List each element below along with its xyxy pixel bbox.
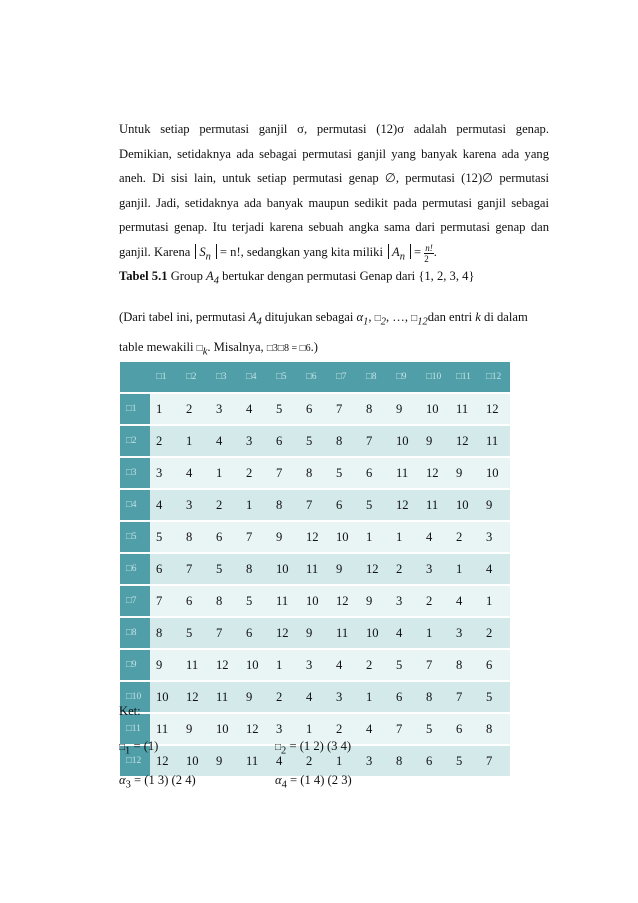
table-header-row [120, 362, 510, 393]
caption-group-sub: 4 [213, 275, 219, 287]
paragraph-line-2: Demikian, setidaknya ada sebagai permutasi ganjil yang banyak karena ada yang [119, 146, 549, 161]
table-cell: 6 [240, 617, 270, 649]
note-comma: , [368, 310, 375, 324]
table-cell: 3 [270, 713, 300, 745]
table-cell: 1 [360, 681, 390, 713]
table-cell: 6 [390, 681, 420, 713]
ket-def-3-symbol: α [119, 773, 126, 787]
table-cell: 5 [360, 489, 390, 521]
table-cell: 12 [300, 521, 330, 553]
ket-def-2-sub: 2 [281, 745, 287, 757]
table-cell: 12 [270, 617, 300, 649]
table-cell: 6 [300, 393, 330, 425]
caption-label: Tabel 5.1 [119, 269, 168, 283]
table-cell: 5 [300, 425, 330, 457]
ket-def-2-value: = (1 2) (3 4) [286, 739, 352, 753]
table-cell: 2 [210, 489, 240, 521]
table-cell: 4 [180, 457, 210, 489]
table-cell: 11 [300, 553, 330, 585]
table-cell: 2 [420, 585, 450, 617]
table-cell: 7 [270, 457, 300, 489]
note-end: .) [310, 339, 318, 354]
table-cell: 11 [420, 489, 450, 521]
row-header: □4 [120, 489, 150, 521]
abs-bar-right-2 [410, 244, 411, 259]
table-cell: 8 [150, 617, 180, 649]
table-cell: 5 [240, 585, 270, 617]
alternating-group-symbol: A [391, 244, 400, 259]
table-cell: 9 [480, 489, 510, 521]
row-header: □10 [120, 681, 150, 713]
table-cell: 12 [420, 457, 450, 489]
ket-def-2 [275, 739, 351, 757]
table-cell: 5 [210, 553, 240, 585]
note-box-k: □ [196, 342, 203, 354]
caption-group: A [206, 269, 214, 283]
note-example: □3□8 = □6 [266, 342, 311, 354]
table-cell: 11 [450, 393, 480, 425]
table-cell: 3 [300, 649, 330, 681]
table-cell: 9 [240, 681, 270, 713]
ket-def-1-value: = (1) [130, 739, 159, 753]
abs-bar-right [216, 244, 217, 259]
table-caption [119, 269, 474, 287]
table-cell: 8 [420, 681, 450, 713]
table-cell: 9 [180, 713, 210, 745]
table-cell: 1 [270, 649, 300, 681]
table-cell: 9 [150, 649, 180, 681]
table-cell: 10 [180, 745, 210, 777]
table-cell: 5 [390, 649, 420, 681]
table-cell: 8 [480, 713, 510, 745]
table-cell: 1 [480, 585, 510, 617]
paragraph-line-3: aneh. Di sisi lain, untuk setiap permutasi genap ∅, permutasi (12)∅ permutasi [119, 171, 549, 186]
table-cell: 8 [270, 489, 300, 521]
table-cell: 1 [240, 489, 270, 521]
column-header: □3 [210, 362, 240, 393]
table-cell: 12 [180, 681, 210, 713]
table-cell: 11 [480, 425, 510, 457]
table-cell: 11 [330, 617, 360, 649]
table-cell: 10 [150, 681, 180, 713]
table-cell: 9 [270, 521, 300, 553]
row-header: □5 [120, 521, 150, 553]
table-cell: 9 [390, 393, 420, 425]
row-header: □12 [120, 745, 150, 777]
line6-end: . [433, 244, 437, 259]
table-cell: 7 [330, 393, 360, 425]
note-box-12: □ [411, 313, 418, 324]
table-cell: 10 [240, 649, 270, 681]
table-cell: 12 [360, 553, 390, 585]
ket-def-1-sub: 1 [125, 745, 131, 757]
table-row [120, 585, 510, 617]
line6-equals: = [413, 244, 422, 259]
symmetric-group-symbol: S [199, 244, 206, 259]
table-cell: 2 [450, 521, 480, 553]
table-cell: 1 [300, 713, 330, 745]
table-row [120, 457, 510, 489]
table-cell: 2 [480, 617, 510, 649]
note-text-f: di dalam [484, 310, 528, 324]
table-cell: 12 [240, 713, 270, 745]
table-cell: 1 [150, 393, 180, 425]
table-cell: 3 [360, 745, 390, 777]
table-cell: 11 [150, 713, 180, 745]
table-cell: 4 [270, 745, 300, 777]
table-cell: 8 [330, 425, 360, 457]
table-cell: 7 [360, 425, 390, 457]
table-cell: 2 [180, 393, 210, 425]
table-cell: 7 [180, 553, 210, 585]
note-k: k [475, 310, 481, 324]
group-table [120, 362, 510, 778]
table-cell: 5 [270, 393, 300, 425]
abs-bar-left [195, 244, 196, 259]
paragraph-line-1: Untuk setiap permutasi ganjil σ, permutasi (12)σ adalah permutasi genap. [119, 122, 549, 136]
table-cell: 6 [150, 553, 180, 585]
table-cell: 11 [270, 585, 300, 617]
paragraph-line-5: permutasi genap. Itu terjadi karena sebuah angka sama dari permutasi genap dan [119, 220, 549, 235]
table-cell: 5 [330, 457, 360, 489]
table-note [119, 305, 549, 364]
table-cell: 3 [480, 521, 510, 553]
table-cell: 6 [180, 585, 210, 617]
table-row [120, 425, 510, 457]
note-text-b: ditujukan sebagai [264, 310, 354, 324]
table-cell: 1 [360, 521, 390, 553]
table-cell: 6 [270, 425, 300, 457]
table-cell: 12 [450, 425, 480, 457]
table-cell: 8 [450, 649, 480, 681]
column-header: □10 [420, 362, 450, 393]
table-cell: 3 [210, 393, 240, 425]
column-header: □11 [450, 362, 480, 393]
table-cell: 5 [420, 713, 450, 745]
table-cell: 9 [420, 425, 450, 457]
note-box-12-sub: 12 [417, 316, 428, 328]
note-alpha-sub: 1 [363, 316, 369, 328]
table-cell: 1 [450, 553, 480, 585]
table-cell: 4 [330, 649, 360, 681]
table-cell: 4 [300, 681, 330, 713]
ket-def-3 [119, 773, 196, 791]
table-cell: 2 [270, 681, 300, 713]
table-cell: 3 [240, 425, 270, 457]
caption-text-b: bertukar dengan permutasi Genap dari {1, 2, 3, 4} [222, 269, 475, 283]
row-header: □8 [120, 617, 150, 649]
table-cell: 7 [300, 489, 330, 521]
table-cell: 2 [240, 457, 270, 489]
fraction-numerator: n! [425, 242, 433, 253]
table-cell: 12 [150, 745, 180, 777]
alternating-group-sub: n [399, 251, 405, 263]
table-cell: 10 [330, 521, 360, 553]
table-cell: 8 [390, 745, 420, 777]
ket-def-1-symbol: □ [119, 742, 126, 753]
table-cell: 12 [480, 393, 510, 425]
table-cell: 10 [360, 617, 390, 649]
table-cell: 9 [360, 585, 390, 617]
abs-bar-left-2 [388, 244, 389, 259]
table-cell: 4 [210, 425, 240, 457]
table-cell: 2 [300, 745, 330, 777]
table-cell: 7 [150, 585, 180, 617]
table-cell: 3 [390, 585, 420, 617]
note-ellipsis: , …, [385, 310, 412, 324]
note-line-1 [119, 305, 549, 335]
table-cell: 12 [390, 489, 420, 521]
table-cell: 7 [480, 745, 510, 777]
column-header: □6 [300, 362, 330, 393]
ket-def-3-value: = (1 3) (2 4) [130, 773, 196, 787]
table-cell: 5 [180, 617, 210, 649]
table-cell: 6 [420, 745, 450, 777]
table-cell: 3 [420, 553, 450, 585]
column-header: □4 [240, 362, 270, 393]
table-cell: 12 [330, 585, 360, 617]
table-cell: 10 [300, 585, 330, 617]
table-cell: 9 [330, 553, 360, 585]
table-cell: 4 [150, 489, 180, 521]
ket-def-4 [275, 773, 352, 791]
ket-def-4-value: = (1 4) (2 3) [286, 773, 352, 787]
row-header: □3 [120, 457, 150, 489]
table-row [120, 553, 510, 585]
table-row [120, 681, 510, 713]
note-text-e: dan entri [427, 310, 473, 324]
table-cell: 1 [180, 425, 210, 457]
note-text-l2b: . Misalnya, [207, 339, 264, 354]
table-cell: 7 [210, 617, 240, 649]
paragraph-line-6 [119, 240, 549, 270]
table-cell: 2 [360, 649, 390, 681]
note-group: A [248, 310, 257, 324]
table-cell: 8 [210, 585, 240, 617]
note-group-sub: 4 [256, 316, 262, 328]
row-header: □2 [120, 425, 150, 457]
table-cell: 6 [360, 457, 390, 489]
table-cell: 9 [210, 745, 240, 777]
table-row [120, 617, 510, 649]
row-header: □9 [120, 649, 150, 681]
column-header: □12 [480, 362, 510, 393]
table-row [120, 521, 510, 553]
row-header: □1 [120, 393, 150, 425]
line6-text-b: = n!, sedangkan yang kita miliki [219, 244, 383, 259]
table-cell: 1 [330, 745, 360, 777]
table-cell: 7 [450, 681, 480, 713]
body-paragraph [119, 117, 549, 270]
table-cell: 3 [450, 617, 480, 649]
table-row [120, 489, 510, 521]
note-text-a: (Dari tabel ini, permutasi [119, 310, 246, 324]
note-line-2 [119, 335, 549, 365]
line6-text-a: ganjil. Karena [119, 244, 191, 259]
column-header: □1 [150, 362, 180, 393]
ket-def-4-sub: 4 [281, 779, 287, 791]
table-cell: 8 [360, 393, 390, 425]
table-cell: 3 [180, 489, 210, 521]
table-cell: 4 [450, 585, 480, 617]
table-cell: 4 [240, 393, 270, 425]
row-header: □6 [120, 553, 150, 585]
table-cell: 6 [450, 713, 480, 745]
table-cell: 1 [390, 521, 420, 553]
table-cell: 4 [360, 713, 390, 745]
table-corner-cell [120, 362, 150, 393]
table-row [120, 649, 510, 681]
table-cell: 8 [180, 521, 210, 553]
ket-def-1 [119, 739, 158, 757]
table-cell: 12 [210, 649, 240, 681]
table-cell: 6 [330, 489, 360, 521]
table-cell: 9 [300, 617, 330, 649]
table-cell: 2 [150, 425, 180, 457]
table-cell: 3 [330, 681, 360, 713]
table-cell: 10 [270, 553, 300, 585]
table-cell: 11 [390, 457, 420, 489]
ket-label: Ket: [119, 704, 141, 718]
table-cell: 6 [480, 649, 510, 681]
table-cell: 7 [240, 521, 270, 553]
table-cell: 7 [390, 713, 420, 745]
ket-def-4-symbol: α [275, 773, 282, 787]
table-cell: 2 [330, 713, 360, 745]
table-cell: 1 [210, 457, 240, 489]
caption-text-a: Group [170, 269, 203, 283]
table-cell: 2 [390, 553, 420, 585]
note-text-l2a: table mewakili [119, 339, 194, 354]
table-cell: 10 [450, 489, 480, 521]
table-cell: 4 [420, 521, 450, 553]
table-cell: 5 [150, 521, 180, 553]
note-alpha: α [356, 310, 364, 324]
table-cell: 10 [480, 457, 510, 489]
table-cell: 11 [180, 649, 210, 681]
table-cell: 10 [420, 393, 450, 425]
table-cell: 10 [210, 713, 240, 745]
note-box-2: □ [374, 313, 381, 324]
table-cell: 10 [390, 425, 420, 457]
table-cell: 5 [480, 681, 510, 713]
column-header: □2 [180, 362, 210, 393]
row-header: □11 [120, 713, 150, 745]
column-header: □8 [360, 362, 390, 393]
row-header: □7 [120, 585, 150, 617]
column-header: □7 [330, 362, 360, 393]
table-row [120, 393, 510, 425]
note-box-2-sub: 2 [380, 316, 386, 328]
ket-def-3-sub: 3 [125, 779, 131, 791]
table-cell: 4 [480, 553, 510, 585]
table-cell: 9 [450, 457, 480, 489]
table-cell: 4 [390, 617, 420, 649]
table-cell: 8 [300, 457, 330, 489]
fraction-denominator: 2 [424, 253, 429, 264]
table-cell: 8 [240, 553, 270, 585]
ket-def-2-symbol: □ [275, 742, 282, 753]
symmetric-group-sub: n [205, 251, 211, 263]
table-cell: 3 [150, 457, 180, 489]
table-cell: 1 [420, 617, 450, 649]
paragraph-line-4: ganjil. Jadi, setidaknya ada banyak maupun sedikit pada permutasi ganjil sebagai [119, 195, 549, 210]
note-box-k-sub: k [202, 346, 208, 358]
table-cell: 7 [420, 649, 450, 681]
fraction [424, 243, 434, 264]
column-header: □5 [270, 362, 300, 393]
table-cell: 6 [210, 521, 240, 553]
table-cell: 11 [210, 681, 240, 713]
table-cell: 11 [240, 745, 270, 777]
column-header: □9 [390, 362, 420, 393]
table-cell: 5 [450, 745, 480, 777]
